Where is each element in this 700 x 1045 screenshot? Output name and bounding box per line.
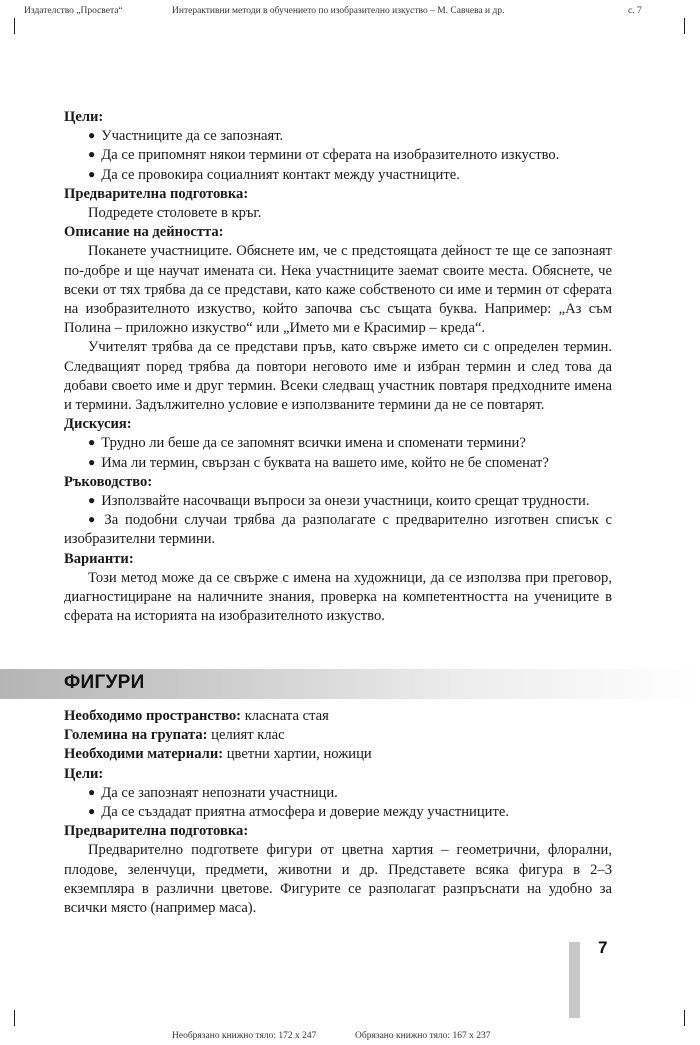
footer-untrimmed: Необрязано книжно тяло: 172 x 247 bbox=[172, 1031, 317, 1041]
crop-mark-bottom-left bbox=[14, 1010, 15, 1026]
description-heading: Описание на дейността: bbox=[64, 224, 224, 241]
header-page-ref: с. 7 bbox=[628, 6, 642, 16]
discussion-item: ● Трудно ли беше да се запомнят всички имена и споменати термини? bbox=[88, 435, 526, 452]
prep-heading: Предварителна подготовка: bbox=[64, 185, 249, 202]
description-paragraph: Поканете участниците. Обяснете им, че с предстоящата дейност те ще се запознаят по-добре и ще научат имената си. Нека участниците заемат своите места. Обяснете, че всеки от тях трябва да се представи, като каже собственото си име и термин от сферата на изобразителното изкуство, който започва със същата буква. Например: „Аз съм Полина – приложно изкуство“ или „Името ми е Красимир – креда“. bbox=[64, 243, 612, 337]
guidance-item: ● За подобни случаи трябва да разполагате с предварително изготвен списък с изобразителни термини. bbox=[64, 512, 612, 548]
crop-mark-top-right bbox=[684, 18, 685, 34]
bullet-icon: ● bbox=[88, 435, 96, 450]
bullet-icon: ● bbox=[88, 804, 96, 819]
variants-heading: Варианти: bbox=[64, 550, 134, 567]
page-number-bar bbox=[569, 942, 580, 1018]
page-number: 7 bbox=[598, 938, 608, 957]
description-paragraph: Учителят трябва да се представи пръв, като свърже името си с определен термин. Следващият поред трябва да повтори неговото име и избран термин и след това да добави своето име и друг термин. Всеки следващ участник повтаря предходните имена и термини. Задължително условие е използваните термини да не се повтарят. bbox=[64, 339, 612, 414]
footer-trimmed: Обрязано книжно тяло: 167 x 237 bbox=[355, 1031, 491, 1041]
prep-heading-2: Предварителна подготовка: bbox=[64, 823, 249, 840]
section-two bbox=[64, 707, 612, 918]
section-one bbox=[64, 108, 612, 626]
discussion-item: ● Има ли термин, свързан с буквата на вашето име, който не бе споменат? bbox=[88, 454, 549, 471]
materials-line bbox=[64, 745, 612, 764]
materials-value: цветни хартии, ножици bbox=[226, 746, 372, 763]
bullet-icon: ● bbox=[88, 166, 96, 181]
prep-text-2: Предварително подгответе фигури от цветна хартия – геометрични, флорални, плодове, зеленчуци, предмети, животни и др. Представете всяка фигура в 2–3 екземпляра в различни цветове. Фигурите се разполагат разпръснати на удобно за всички място (например маса). bbox=[64, 842, 612, 917]
goal-item: ● Да се провокира социалният контакт между участниците. bbox=[88, 166, 460, 183]
bullet-icon: ● bbox=[88, 454, 96, 469]
goal-item: ● Участниците да се запознаят. bbox=[88, 128, 284, 145]
goals-heading-2: Цели: bbox=[64, 765, 104, 782]
space-line bbox=[64, 707, 612, 726]
header-book-title: Интерактивни методи в обучението по изобразително изкуство – М. Савчева и др. bbox=[172, 6, 505, 16]
space-value: класната стая bbox=[244, 708, 329, 724]
group-label: Големина на групата: bbox=[64, 727, 208, 744]
variants-text: Този метод може да се свърже с имена на художници, да се използва при преговор, диагностициране на наличните знания, проверка на компетентността на учениците в сферата на историята на изобразителното изкуство. bbox=[64, 569, 612, 625]
section-title: ФИГУРИ bbox=[64, 672, 145, 693]
running-header bbox=[0, 6, 700, 20]
goal-item: ● Да се припомнят някои термини от сферата на изобразителното изкуство. bbox=[88, 147, 560, 164]
bullet-icon: ● bbox=[88, 784, 96, 799]
guidance-heading: Ръководство: bbox=[64, 473, 153, 490]
goal-item: ● Да се създадат приятна атмосфера и доверие между участниците. bbox=[88, 804, 509, 821]
bullet-icon: ● bbox=[88, 493, 96, 508]
bullet-icon: ● bbox=[88, 512, 99, 527]
guidance-item: ● Използвайте насочващи въпроси за онези участници, които срещат трудности. bbox=[88, 493, 590, 510]
bullet-icon: ● bbox=[88, 128, 96, 143]
space-label: Необходимо пространство: bbox=[64, 708, 242, 724]
group-value: целият клас bbox=[211, 727, 285, 744]
crop-mark-top-left bbox=[14, 18, 15, 34]
prep-text: Подредете столовете в кръг. bbox=[88, 205, 262, 222]
materials-label: Необходими материали: bbox=[64, 746, 224, 763]
group-line bbox=[64, 726, 612, 745]
discussion-heading: Дискусия: bbox=[64, 416, 132, 433]
crop-mark-bottom-right bbox=[684, 1010, 685, 1026]
header-publisher: Издателство „Просвета“ bbox=[24, 6, 123, 16]
goals-heading: Цели: bbox=[64, 109, 104, 125]
bullet-icon: ● bbox=[88, 147, 96, 162]
goal-item: ● Да се запознаят непознати участници. bbox=[88, 784, 338, 801]
